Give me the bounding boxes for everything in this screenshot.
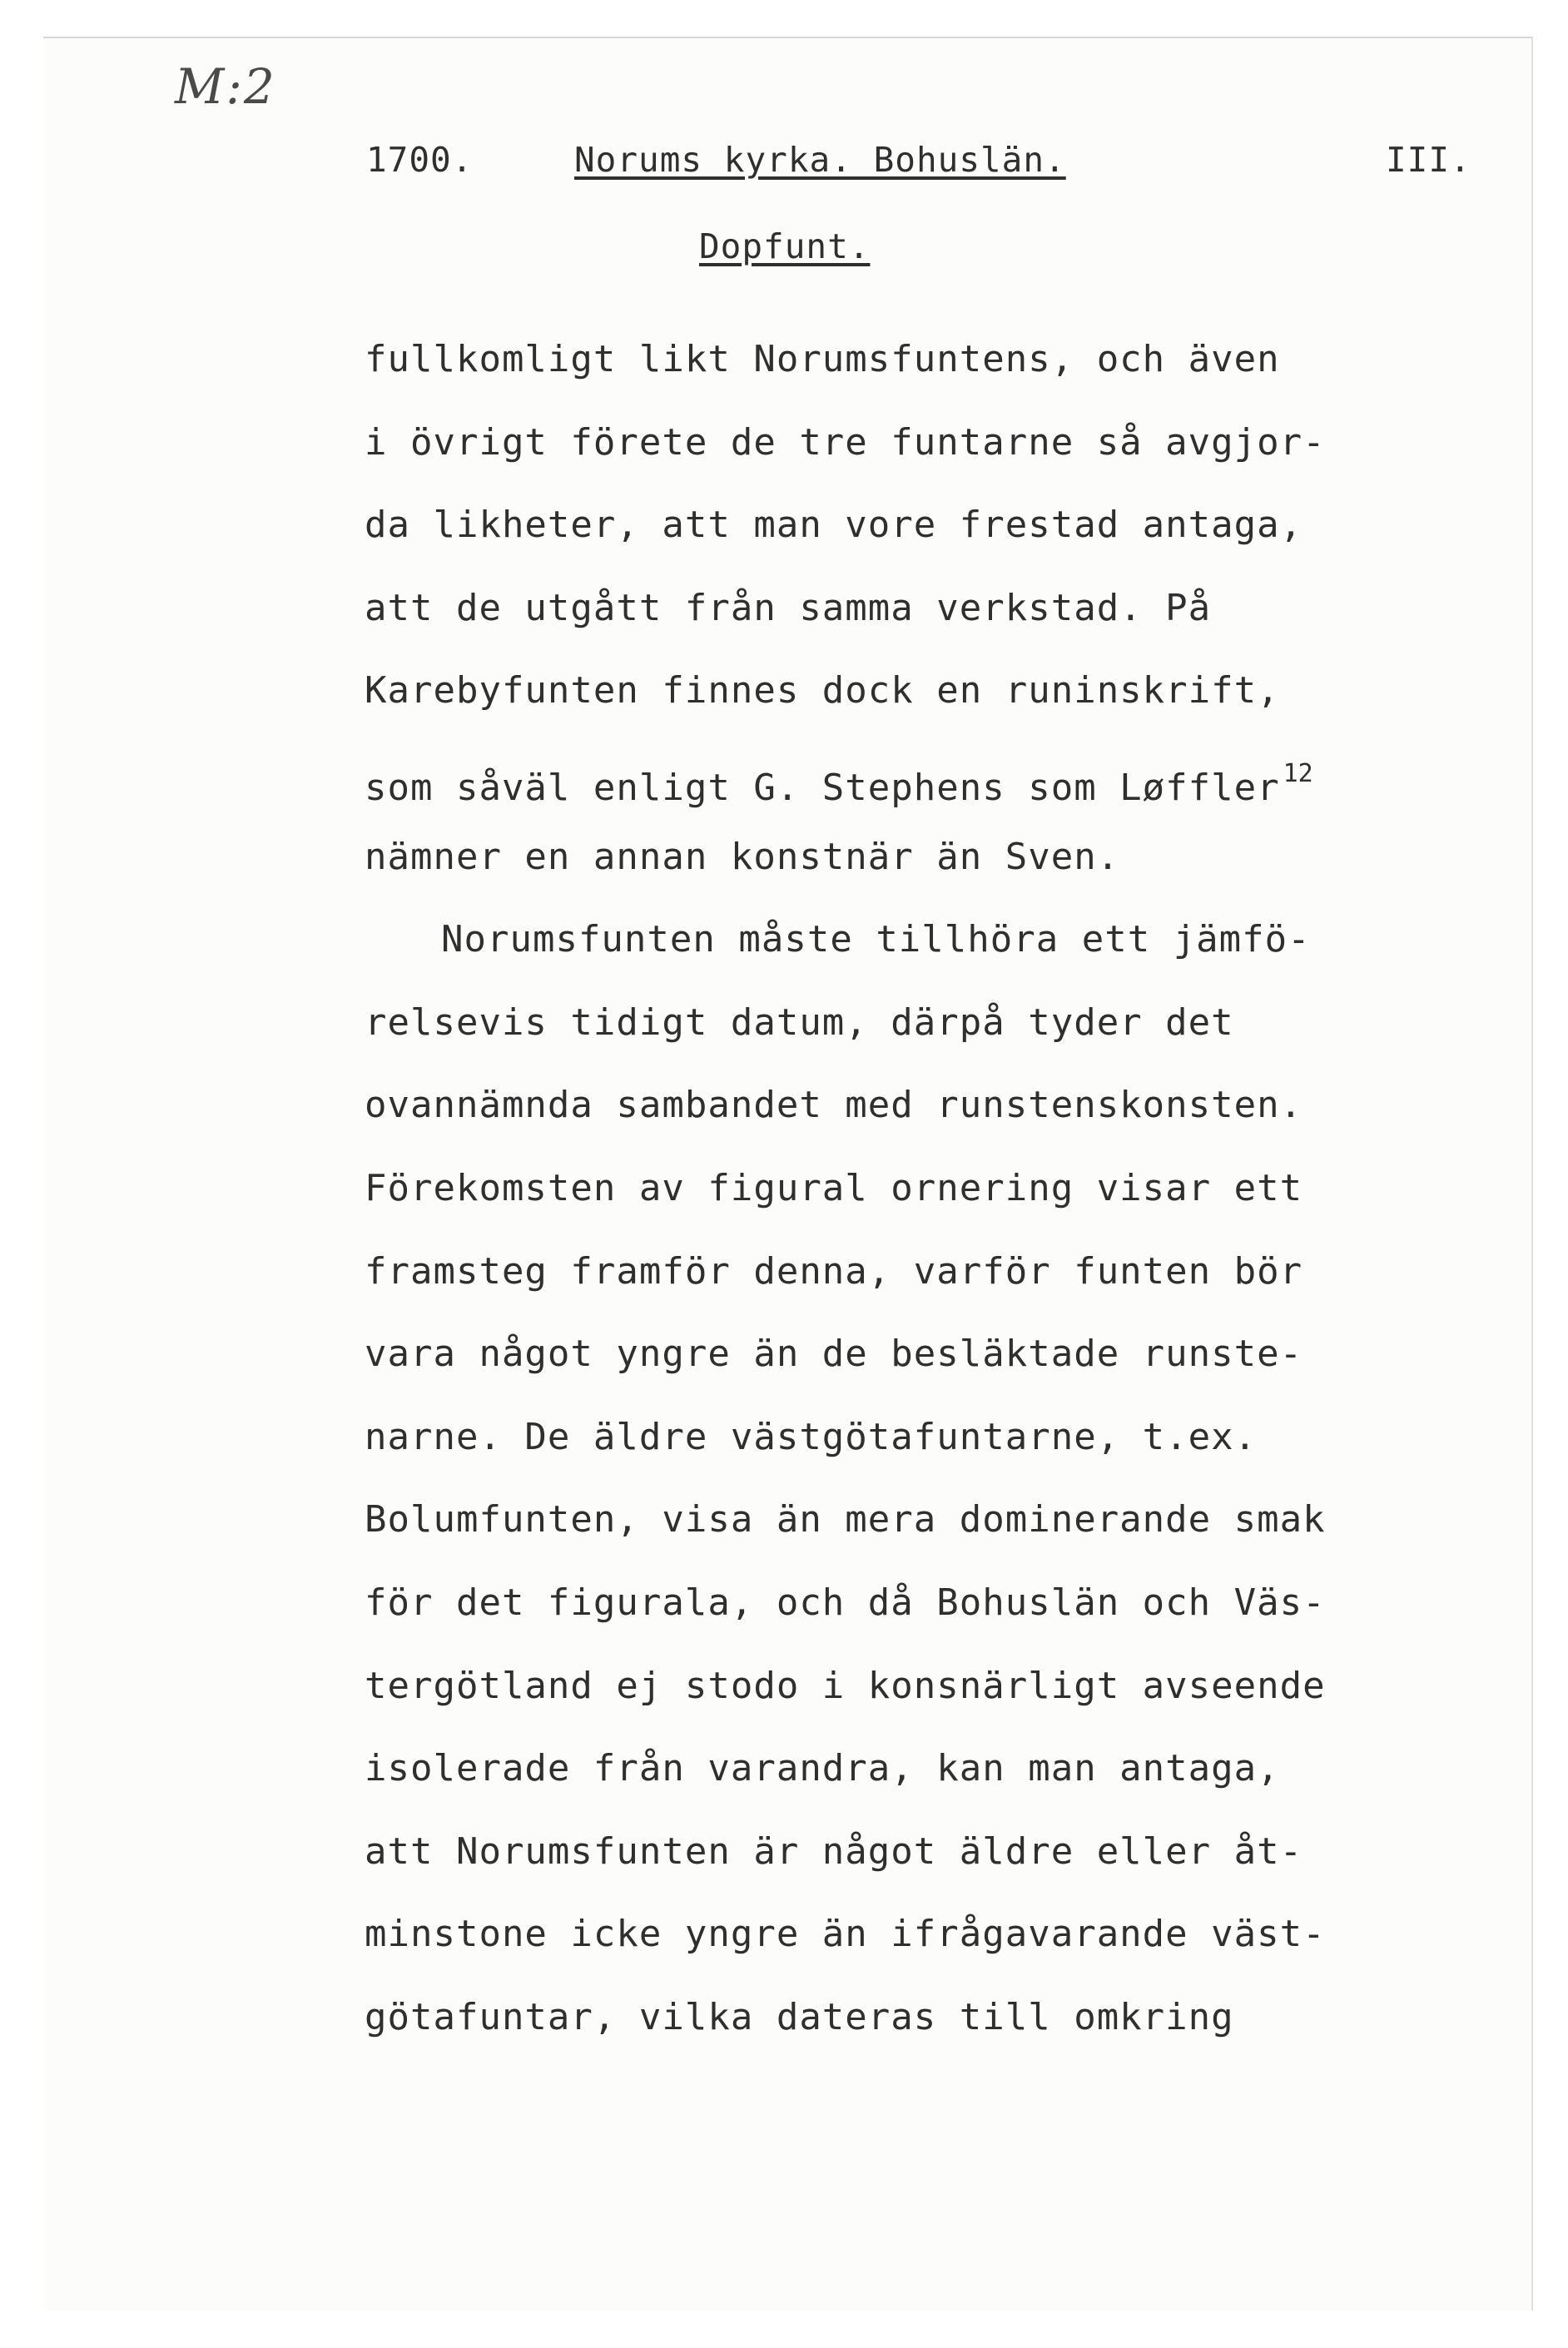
page-subtitle: Dopfunt.: [699, 226, 871, 266]
text-line: som såväl enligt G. Stephens som Løffler: [365, 766, 1280, 809]
text-line: framsteg framför denna, varför funten bör: [365, 1249, 1303, 1293]
text-line: relsevis tidigt datum, därpå tyder det: [365, 1000, 1234, 1044]
text-line: ovannämnda sambandet med runstenskonsten.: [365, 1084, 1303, 1127]
text-line: fullkomligt likt Norumsfuntens, och även: [365, 338, 1280, 380]
text-line: att de utgått från samma verkstad. På: [365, 586, 1212, 629]
text-line-with-footnote: [365, 749, 1326, 832]
text-line: narne. De äldre västgötafuntarne, t.ex.: [365, 1415, 1258, 1458]
text-line: Bolumfunten, visa än mera dominerande smak: [365, 1498, 1326, 1541]
text-line: Karebyfunten finnes dock en runinskrift,: [365, 669, 1280, 712]
body-text: [365, 335, 1326, 2075]
text-line: tergötland ej stodo i konsnärligt avseende: [365, 1664, 1326, 1707]
text-line: för det figurala, och då Bohuslän och Väs-: [365, 1581, 1326, 1624]
page-number: 1700.: [366, 140, 474, 180]
footnote-reference: 12: [1283, 758, 1313, 788]
page-title: Norums kyrka. Bohuslän.: [574, 140, 1066, 180]
text-line: da likheter, att man vore frestad antaga,: [365, 504, 1303, 547]
text-line: nämner en annan konstnär än Sven.: [365, 835, 1120, 878]
text-line: Norumsfunten måste tillhöra ett jämfö-: [441, 918, 1311, 961]
text-line: isolerade från varandra, kan man antaga,: [365, 1747, 1280, 1790]
archive-annotation: M:2: [175, 58, 276, 115]
section-numeral: III.: [1386, 140, 1471, 180]
text-line: att Norumsfunten är något äldre eller åt-: [365, 1829, 1303, 1873]
text-line: götafuntar, vilka dateras till omkring: [365, 1995, 1234, 2038]
text-line: minstone icke yngre än ifrågavarande väst-: [365, 1913, 1326, 1956]
text-line: Förekomsten av figural ornering visar ett: [365, 1166, 1303, 1209]
text-line: vara något yngre än de besläktade runste-: [365, 1333, 1303, 1376]
text-line: i övrigt förete de tre funtarne så avgjor-: [365, 420, 1326, 464]
